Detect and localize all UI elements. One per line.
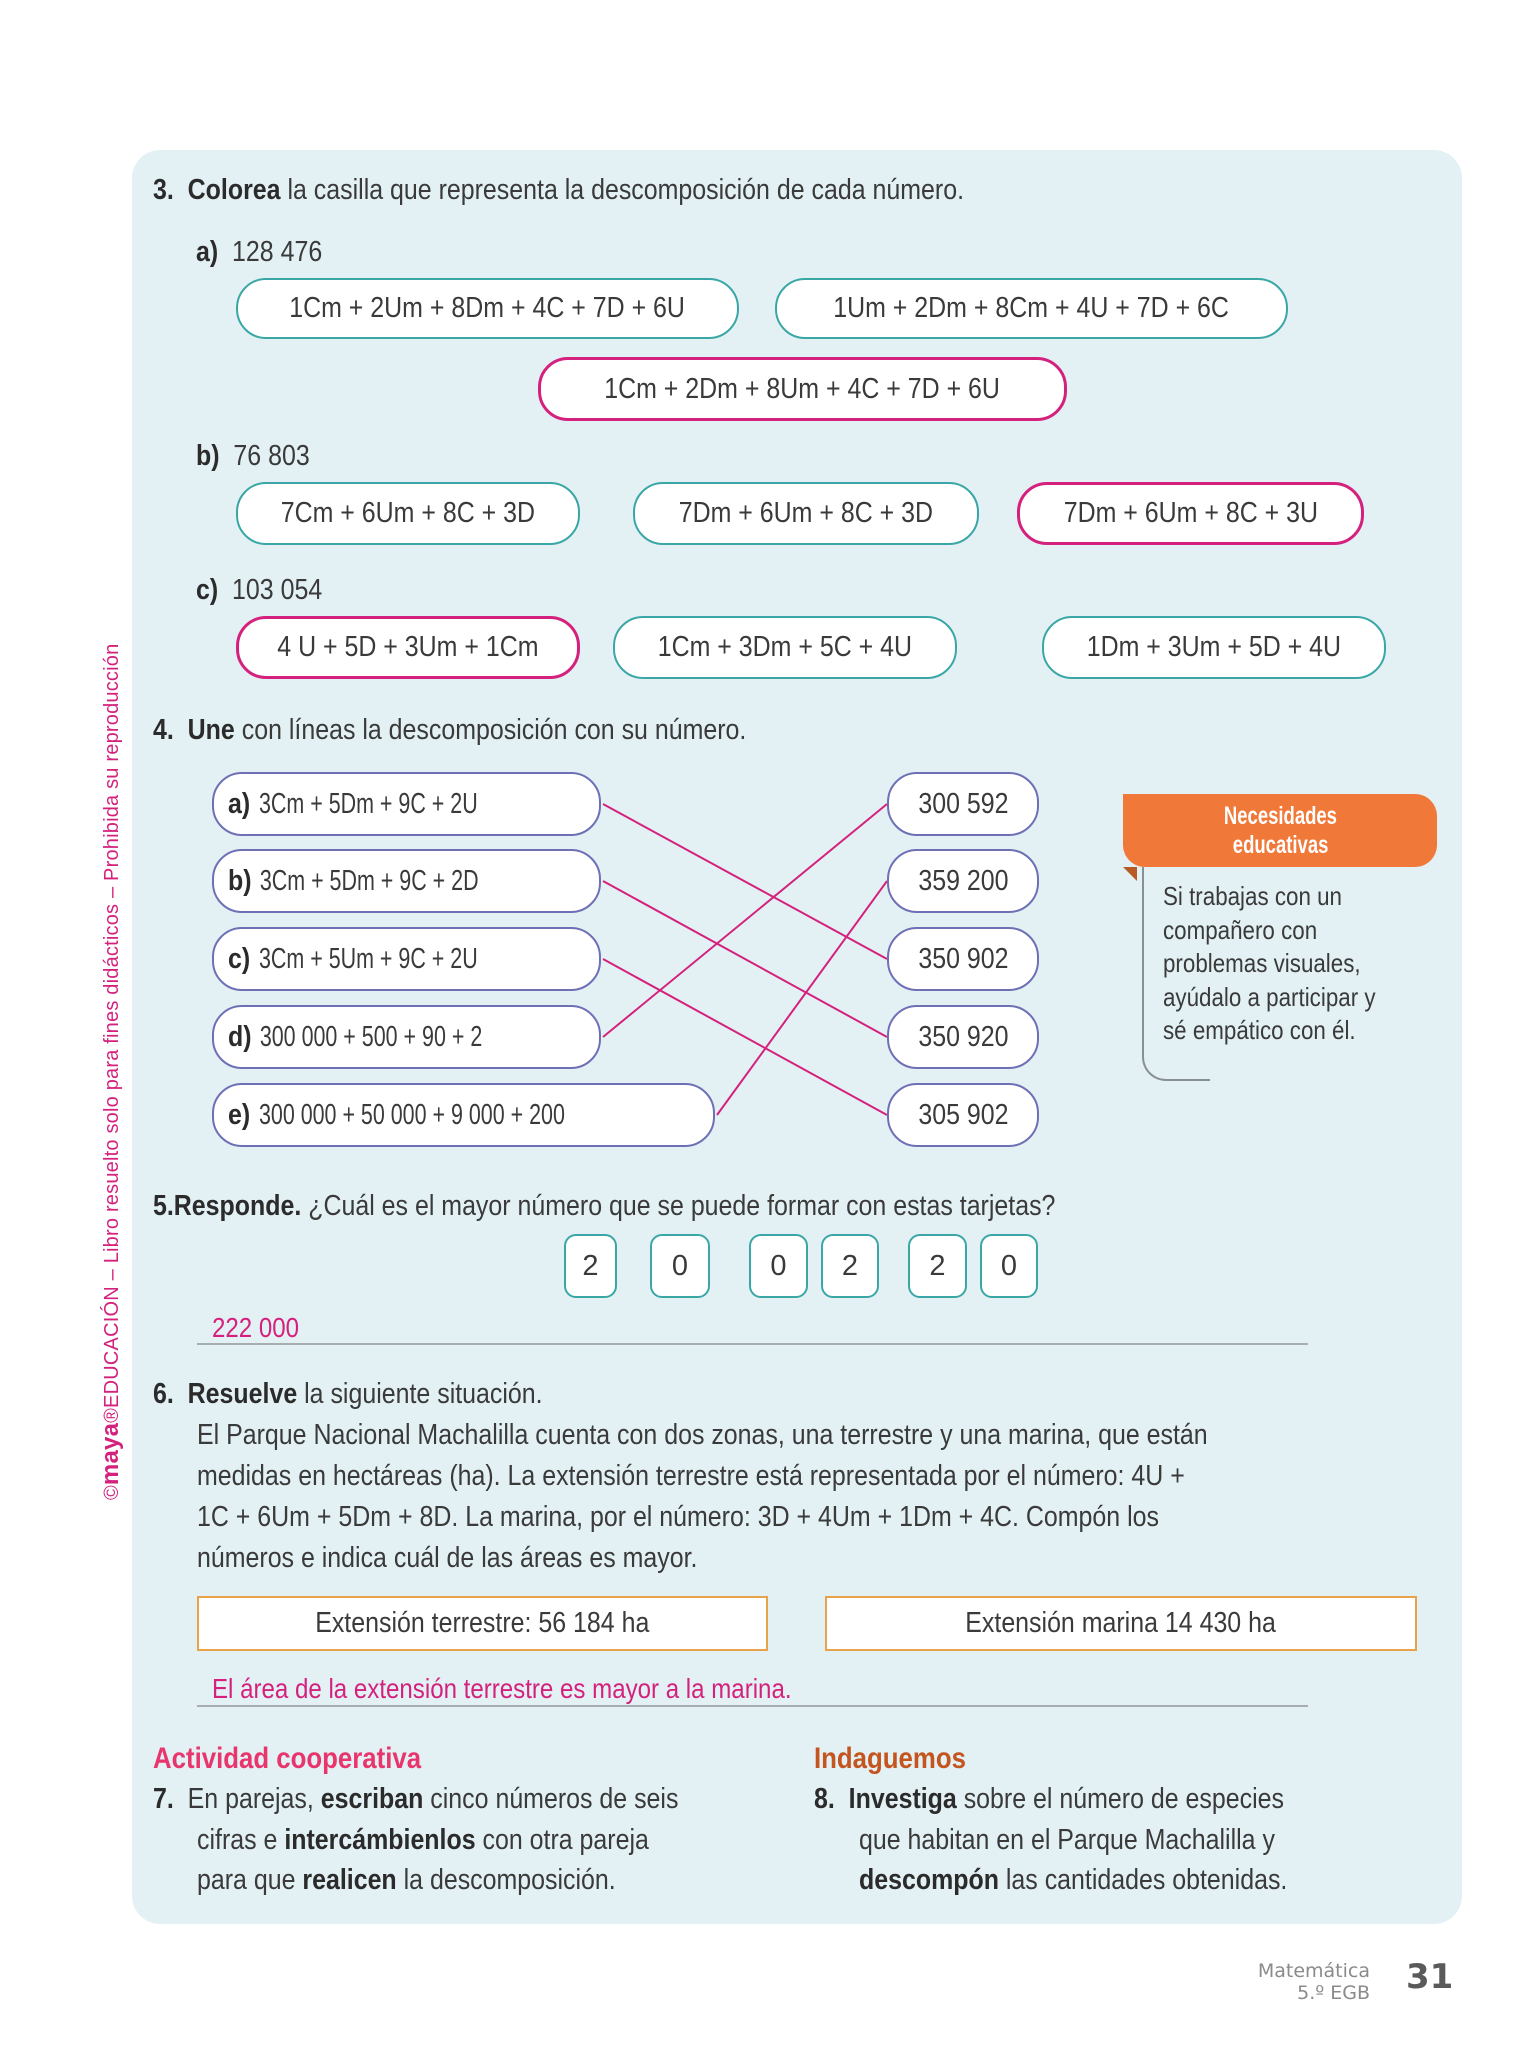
q6-paragraph-line: números e indica cuál de las áreas es mayor. (197, 1542, 698, 1574)
registered-symbol: ® (101, 1407, 123, 1423)
q4-left-b[interactable]: b) 3Cm + 5Dm + 9C + 2D (212, 849, 601, 913)
digit-card: 2 (908, 1234, 967, 1298)
q6-answer[interactable]: El área de la extensión terrestre es mayor a la marina. (212, 1673, 792, 1704)
indaguemos-heading: Indaguemos (814, 1742, 966, 1775)
q5-answer[interactable]: 222 000 (212, 1312, 300, 1343)
note-body: Si trabajas con un compañero con problemas visuales, ayúdalo a participar y sé empático con él. (1163, 881, 1376, 1045)
q6-paragraph-line: medidas en hectáreas (ha). La extensión terrestre está representada por el número: 4U + (197, 1460, 1185, 1492)
digit-card: 2 (564, 1234, 617, 1298)
notice-text: EDUCACIÓN – Libro resuelto solo para fines didácticos – Prohibida su reproducción (101, 643, 123, 1408)
q3a-option-1[interactable]: 1Cm + 2Um + 8Dm + 4C + 7D + 6U (236, 278, 739, 339)
q4-left-a[interactable]: a) 3Cm + 5Dm + 9C + 2U (212, 772, 601, 836)
q3a-option-3-selected[interactable]: 1Cm + 2Dm + 8Um + 4C + 7D + 6U (538, 357, 1067, 421)
q6-title: 6. Resuelve la siguiente situación. (153, 1378, 543, 1410)
match-line-a (603, 804, 887, 959)
q8-line: que habitan en el Parque Machalilla y (859, 1824, 1275, 1856)
q3c-option-3[interactable]: 1Dm + 3Um + 5D + 4U (1042, 616, 1386, 679)
q6-answer-line (197, 1705, 1308, 1707)
q3-title: 3. Colorea la casilla que representa la descomposición de cada número. (153, 174, 965, 206)
q7-line: cifras e intercámbienlos con otra pareja (197, 1824, 649, 1856)
digit-card: 0 (749, 1234, 808, 1298)
q6-paragraph-line: 1C + 6Um + 5Dm + 8D. La marina, por el número: 3D + 4Um + 1Dm + 4C. Compón los (197, 1501, 1159, 1533)
q3b-option-3-selected[interactable]: 7Dm + 6Um + 8C + 3U (1017, 482, 1364, 545)
q7-line: 7. En parejas, escriban cinco números de seis (153, 1783, 679, 1815)
q8-line: 8. Investiga sobre el número de especies (814, 1783, 1284, 1815)
q4-right-1[interactable]: 300 592 (887, 772, 1039, 836)
q4-right-3[interactable]: 350 902 (887, 927, 1039, 991)
q4-right-2[interactable]: 359 200 (887, 849, 1039, 913)
q4-title: 4. Une con líneas la descomposición con su número. (153, 714, 747, 746)
q5-answer-line (197, 1343, 1308, 1345)
q4-left-c[interactable]: c) 3Cm + 5Um + 9C + 2U (212, 927, 601, 991)
q4-left-d[interactable]: d) 300 000 + 500 + 90 + 2 (212, 1005, 601, 1069)
match-line-e (717, 881, 887, 1115)
footer-subject: Matemática 5.º EGB (1257, 1960, 1370, 2004)
brand-logo: maya (97, 1422, 124, 1486)
digit-card: 0 (980, 1234, 1038, 1298)
terrestre-box[interactable]: Extensión terrestre: 56 184 ha (197, 1596, 768, 1651)
q3b-option-2[interactable]: 7Dm + 6Um + 8C + 3D (633, 482, 979, 545)
q3b-prompt: b) 76 803 (196, 440, 310, 472)
q4-left-e[interactable]: e) 300 000 + 50 000 + 9 000 + 200 (212, 1083, 715, 1147)
digit-card: 0 (650, 1234, 710, 1298)
note-fold (1123, 867, 1137, 881)
q3a-option-2[interactable]: 1Um + 2Dm + 8Cm + 4U + 7D + 6C (775, 278, 1288, 339)
match-line-d (603, 804, 887, 1037)
q4-right-4[interactable]: 350 920 (887, 1005, 1039, 1069)
copyright-symbol: © (101, 1485, 123, 1500)
q3c-option-2[interactable]: 1Cm + 3Dm + 5C + 4U (613, 616, 957, 679)
q3c-prompt: c) 103 054 (196, 574, 323, 606)
q4-right-5[interactable]: 305 902 (887, 1083, 1039, 1147)
q6-paragraph-line: El Parque Nacional Machalilla cuenta con dos zonas, una terrestre y una marina, que están (197, 1419, 1208, 1451)
match-line-b (603, 881, 887, 1037)
note-header: Necesidades educativas (1123, 794, 1437, 867)
marina-box[interactable]: Extensión marina 14 430 ha (825, 1596, 1417, 1651)
q5-title: 5.Responde. ¿Cuál es el mayor número que se puede formar con estas tarjetas? (153, 1190, 1056, 1222)
q3a-prompt: a) 128 476 (196, 236, 323, 268)
cooperative-heading: Actividad cooperativa (153, 1742, 422, 1775)
q3c-option-1-selected[interactable]: 4 U + 5D + 3Um + 1Cm (236, 616, 580, 679)
digit-card: 2 (821, 1234, 879, 1298)
q7-line: para que realicen la descomposición. (197, 1864, 616, 1896)
q8-line: descompón las cantidades obtenidas. (859, 1864, 1288, 1896)
page-number: 31 (1406, 1957, 1454, 1997)
q3b-option-1[interactable]: 7Cm + 6Um + 8C + 3D (236, 482, 580, 545)
